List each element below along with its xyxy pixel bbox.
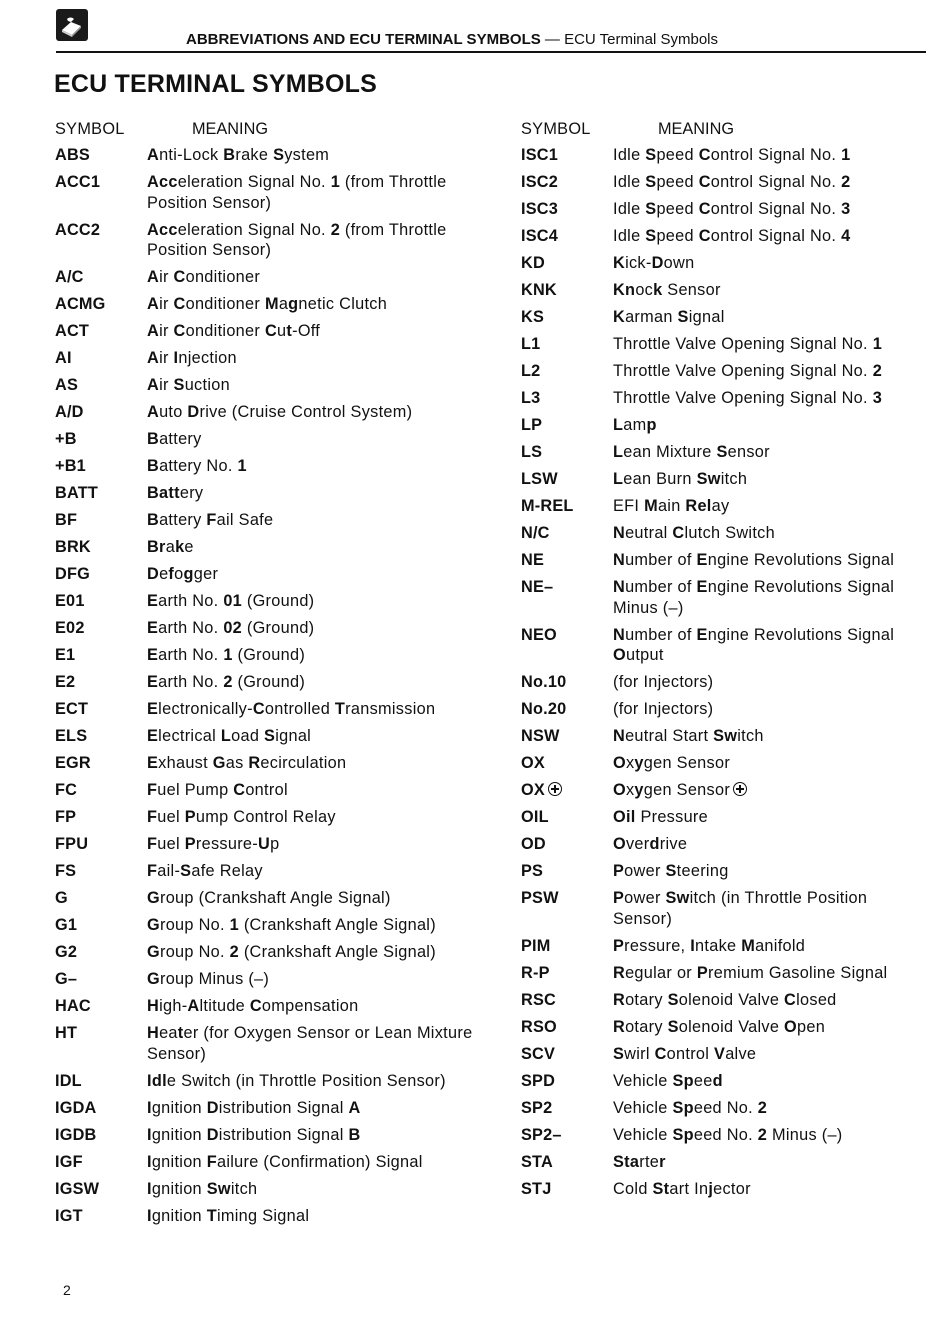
symbol-entry xyxy=(55,537,475,564)
symbol-code: KS xyxy=(521,308,545,326)
symbol-meaning: Ignition Distribution Signal A xyxy=(147,1098,361,1117)
symbol-meaning: Neutral Clutch Switch xyxy=(613,524,775,542)
left-column xyxy=(55,118,475,1233)
symbol-entry xyxy=(521,577,921,625)
symbol-entry xyxy=(521,1098,921,1125)
symbol-code: ACMG xyxy=(55,295,106,313)
symbol-code: EGR xyxy=(55,754,91,772)
symbol-meaning: Lean Mixture Sensor xyxy=(613,443,770,461)
symbol-entry xyxy=(55,1206,475,1233)
symbol-meaning: Ignition Failure (Confirmation) Signal xyxy=(147,1152,423,1171)
symbol-code: ISC3 xyxy=(521,200,558,218)
symbol-code: SP2– xyxy=(521,1125,562,1144)
right-column xyxy=(521,118,921,1206)
symbol-code: STJ xyxy=(521,1179,552,1198)
running-header xyxy=(186,31,718,48)
symbol-meaning: Rotary Solenoid Valve Closed xyxy=(613,990,837,1009)
symbol-code: ELS xyxy=(55,727,88,745)
symbol-entry xyxy=(521,1071,921,1098)
symbol-code: FC xyxy=(55,781,78,799)
symbol-entry xyxy=(55,915,475,942)
symbol-code: IDL xyxy=(55,1071,82,1090)
symbol-entry xyxy=(55,348,475,375)
symbol-code: KD xyxy=(521,254,545,272)
symbol-code: FS xyxy=(55,862,77,880)
symbol-code: G– xyxy=(55,970,78,988)
meaning-column-heading: MEANING xyxy=(658,120,734,138)
symbol-entry xyxy=(521,807,921,834)
circled-plus-icon xyxy=(733,782,747,796)
symbol-entry xyxy=(521,625,921,673)
symbol-meaning: Air Conditioner Cut-Off xyxy=(147,322,321,340)
symbol-entry xyxy=(521,888,921,936)
symbol-meaning: Earth No. 2 (Ground) xyxy=(147,673,306,691)
symbol-entry xyxy=(521,199,921,226)
symbol-entry xyxy=(521,699,921,726)
symbol-entry xyxy=(55,564,475,591)
symbol-code: AI xyxy=(55,349,72,367)
symbol-meaning: Air Injection xyxy=(147,349,237,367)
symbol-meaning: Ignition Switch xyxy=(147,1179,258,1198)
symbol-code: M-REL xyxy=(521,497,574,515)
circled-plus-icon xyxy=(548,782,562,796)
symbol-code: A/D xyxy=(55,403,84,421)
symbol-entry xyxy=(521,834,921,861)
symbol-meaning: Fail-Safe Relay xyxy=(147,862,263,880)
symbol-entry xyxy=(521,307,921,334)
symbol-entry xyxy=(521,753,921,780)
symbol-meaning: Battery No. 1 xyxy=(147,457,247,475)
symbol-meaning: EFI Main Relay xyxy=(613,497,730,515)
symbol-meaning: Cold Start Injector xyxy=(613,1179,751,1198)
symbol-entry xyxy=(521,936,921,963)
symbol-entry xyxy=(55,220,475,268)
symbol-code: ACC2 xyxy=(55,220,101,239)
symbol-meaning: Earth No. 1 (Ground) xyxy=(147,646,306,664)
symbol-code: NEO xyxy=(521,625,557,644)
symbol-entry xyxy=(55,1125,475,1152)
symbol-column-heading: SYMBOL xyxy=(55,120,125,138)
symbol-meaning: Electronically-Controlled Transmission xyxy=(147,700,436,718)
symbol-code: FPU xyxy=(55,835,89,853)
symbol-meaning: Battery xyxy=(147,484,204,502)
symbol-entry xyxy=(55,1152,475,1179)
symbol-meaning: Ignition Timing Signal xyxy=(147,1206,310,1225)
symbol-code: +B xyxy=(55,430,77,448)
symbol-code: BF xyxy=(55,511,78,529)
symbol-code: BATT xyxy=(55,484,98,502)
left-column-header xyxy=(55,118,475,145)
page-title: ECU TERMINAL SYMBOLS xyxy=(54,70,377,98)
symbol-meaning: Electrical Load Signal xyxy=(147,727,312,745)
symbol-meaning: Idle Speed Control Signal No. 4 xyxy=(613,227,851,245)
symbol-meaning: Oxygen Sensor xyxy=(613,780,921,801)
symbol-entry xyxy=(55,618,475,645)
symbol-entry xyxy=(521,672,921,699)
symbol-entry xyxy=(521,496,921,523)
symbol-meaning: Number of Engine Revolutions Signal xyxy=(613,551,895,569)
symbol-entry xyxy=(521,1125,921,1152)
symbol-meaning: (for Injectors) xyxy=(613,673,714,691)
symbol-code: ISC1 xyxy=(521,146,558,164)
symbol-code: NSW xyxy=(521,727,560,745)
symbol-entry xyxy=(55,1098,475,1125)
symbol-code: RSO xyxy=(521,1017,557,1036)
symbol-code: SCV xyxy=(521,1044,556,1063)
symbol-meaning: Idle Speed Control Signal No. 1 xyxy=(613,146,851,164)
symbol-meaning: Anti-Lock Brake System xyxy=(147,146,330,164)
symbol-entry xyxy=(521,442,921,469)
symbol-meaning: Throttle Valve Opening Signal No. 1 xyxy=(613,335,883,353)
symbol-meaning: Air Conditioner xyxy=(147,268,261,286)
symbol-entry xyxy=(55,483,475,510)
symbol-entry xyxy=(521,1179,921,1206)
symbol-code: ECT xyxy=(55,700,89,718)
symbol-meaning: Idle Speed Control Signal No. 3 xyxy=(613,200,851,218)
symbol-meaning: Brake xyxy=(147,538,194,556)
symbol-code: L3 xyxy=(521,389,541,407)
symbol-code: NE– xyxy=(521,578,554,596)
symbol-entry xyxy=(55,375,475,402)
symbol-meaning: Earth No. 01 (Ground) xyxy=(147,592,315,610)
symbol-entry xyxy=(521,523,921,550)
symbol-entry xyxy=(55,969,475,996)
symbol-code: G xyxy=(55,889,68,907)
symbol-code: L1 xyxy=(521,335,541,353)
symbol-code: AS xyxy=(55,376,79,394)
symbol-entry xyxy=(55,753,475,780)
symbol-entry xyxy=(55,942,475,969)
symbol-entry xyxy=(521,253,921,280)
symbol-meaning: Overdrive xyxy=(613,835,688,853)
symbol-code: IGSW xyxy=(55,1179,100,1198)
symbol-code: LP xyxy=(521,416,543,434)
symbol-meaning: Vehicle Speed xyxy=(613,1071,723,1090)
header-separator: — xyxy=(540,31,565,48)
symbol-entry xyxy=(521,990,921,1017)
right-column-header xyxy=(521,118,921,145)
symbol-meaning: Number of Engine Revolutions Signal Minus (–) xyxy=(613,578,895,617)
header-divider xyxy=(56,51,926,53)
symbol-entry xyxy=(521,861,921,888)
symbol-meaning: Idle Speed Control Signal No. 2 xyxy=(613,173,851,191)
symbol-entry xyxy=(55,807,475,834)
symbol-code: ABS xyxy=(55,146,90,164)
header-section: ABBREVIATIONS AND ECU TERMINAL SYMBOLS xyxy=(186,31,541,48)
symbol-code: OX xyxy=(521,754,545,772)
symbol-entry xyxy=(55,672,475,699)
symbol-code: ISC4 xyxy=(521,227,558,245)
symbol-meaning: Power Steering xyxy=(613,862,729,880)
symbol-code: ACC1 xyxy=(55,173,101,191)
symbol-entry xyxy=(521,280,921,307)
symbol-entry xyxy=(521,226,921,253)
symbol-entry xyxy=(521,361,921,388)
symbol-code: E01 xyxy=(55,592,85,610)
symbol-code: No.10 xyxy=(521,673,567,691)
symbol-code: OD xyxy=(521,835,546,853)
symbol-meaning: Oxygen Sensor xyxy=(613,754,731,772)
symbol-entry xyxy=(55,1071,475,1098)
symbol-code: E2 xyxy=(55,673,76,691)
symbol-meaning: Throttle Valve Opening Signal No. 2 xyxy=(613,362,883,380)
symbol-code: A/C xyxy=(55,268,84,286)
symbol-code: ISC2 xyxy=(521,173,558,191)
symbol-code: IGT xyxy=(55,1206,83,1225)
left-symbol-list xyxy=(55,145,475,1233)
symbol-meaning: Throttle Valve Opening Signal No. 3 xyxy=(613,389,883,407)
symbol-column-heading: SYMBOL xyxy=(521,120,591,138)
symbol-entry xyxy=(55,834,475,861)
symbol-entry xyxy=(55,172,475,220)
symbol-entry xyxy=(521,550,921,577)
symbol-entry xyxy=(521,415,921,442)
symbol-meaning: Vehicle Speed No. 2 Minus (–) xyxy=(613,1125,843,1144)
symbol-code: STA xyxy=(521,1152,553,1171)
symbol-meaning: Group No. 1 (Crankshaft Angle Signal) xyxy=(147,916,436,934)
symbol-code: R-P xyxy=(521,963,550,982)
symbol-meaning: Regular or Premium Gasoline Signal xyxy=(613,963,888,982)
symbol-meaning: Pressure, Intake Manifold xyxy=(613,936,806,955)
right-symbol-list xyxy=(521,145,921,1206)
symbol-code: RSC xyxy=(521,990,556,1009)
symbol-entry xyxy=(521,334,921,361)
symbol-code: G1 xyxy=(55,916,78,934)
symbol-meaning: High-Altitude Compensation xyxy=(147,997,359,1015)
symbol-meaning: Group No. 2 (Crankshaft Angle Signal) xyxy=(147,943,436,961)
symbol-code: PSW xyxy=(521,889,559,907)
symbol-meaning: Idle Switch (in Throttle Position Sensor) xyxy=(147,1071,446,1090)
symbol-code: No.20 xyxy=(521,700,567,718)
symbol-meaning: Lamp xyxy=(613,416,657,434)
symbol-entry xyxy=(521,963,921,990)
symbol-meaning: Fuel Pressure-Up xyxy=(147,835,280,853)
symbol-entry xyxy=(521,469,921,496)
symbol-entry xyxy=(55,294,475,321)
symbol-entry xyxy=(521,172,921,199)
symbol-entry xyxy=(55,267,475,294)
symbol-code: G2 xyxy=(55,943,78,961)
symbol-entry xyxy=(55,456,475,483)
symbol-entry xyxy=(521,780,921,807)
symbol-meaning: Starter xyxy=(613,1152,666,1171)
symbol-meaning: Fuel Pump Control Relay xyxy=(147,808,336,826)
symbol-meaning: Ignition Distribution Signal B xyxy=(147,1125,361,1144)
symbol-entry xyxy=(55,645,475,672)
symbol-meaning: Fuel Pump Control xyxy=(147,781,288,799)
symbol-code: N/C xyxy=(521,524,550,542)
symbol-code: +B1 xyxy=(55,457,86,475)
symbol-meaning: Rotary Solenoid Valve Open xyxy=(613,1017,826,1036)
symbol-code: HT xyxy=(55,1024,78,1042)
symbol-entry xyxy=(55,726,475,753)
symbol-meaning: Karman Signal xyxy=(613,308,725,326)
symbol-entry xyxy=(521,1017,921,1044)
symbol-entry xyxy=(55,145,475,172)
symbol-entry xyxy=(55,780,475,807)
symbol-code: HAC xyxy=(55,997,91,1015)
symbol-code: SP2 xyxy=(521,1098,553,1117)
symbol-meaning: Air Suction xyxy=(147,376,230,394)
symbol-code: KNK xyxy=(521,281,557,299)
symbol-code: PIM xyxy=(521,936,551,955)
symbol-meaning: Group Minus (–) xyxy=(147,970,270,988)
meaning-column-heading: MEANING xyxy=(192,120,268,138)
symbol-meaning: Neutral Start Switch xyxy=(613,727,764,745)
symbol-code: DFG xyxy=(55,565,90,583)
book-icon xyxy=(56,9,88,41)
symbol-meaning: Kick-Down xyxy=(613,254,695,272)
symbol-entry xyxy=(55,510,475,537)
symbol-code: SPD xyxy=(521,1071,556,1090)
symbol-meaning: Power Switch (in Throttle Position Sensor) xyxy=(613,889,868,928)
symbol-entry xyxy=(521,726,921,753)
symbol-entry xyxy=(521,1152,921,1179)
symbol-code: PS xyxy=(521,862,544,880)
symbol-entry xyxy=(521,145,921,172)
symbol-entry xyxy=(55,402,475,429)
symbol-entry xyxy=(55,429,475,456)
symbol-entry xyxy=(55,1179,475,1206)
symbol-code: OX xyxy=(521,780,613,801)
symbol-meaning: Vehicle Speed No. 2 xyxy=(613,1098,768,1117)
symbol-meaning: Knock Sensor xyxy=(613,281,721,299)
symbol-code: FP xyxy=(55,808,77,826)
symbol-meaning: Number of Engine Revolutions Signal Output xyxy=(613,625,895,664)
symbol-code: OIL xyxy=(521,808,549,826)
symbol-meaning: Heater (for Oxygen Sensor or Lean Mixture Sensor) xyxy=(147,1024,473,1063)
symbol-entry xyxy=(55,861,475,888)
symbol-code: E1 xyxy=(55,646,76,664)
symbol-code: LS xyxy=(521,443,543,461)
symbol-code: LSW xyxy=(521,470,558,488)
symbol-code: NE xyxy=(521,551,545,569)
symbol-entry xyxy=(55,699,475,726)
symbol-meaning: (for Injectors) xyxy=(613,700,714,718)
symbol-meaning: Battery Fail Safe xyxy=(147,511,274,529)
header-subsection: ECU Terminal Symbols xyxy=(564,31,719,48)
symbol-meaning: Defogger xyxy=(147,565,219,583)
symbol-meaning: Exhaust Gas Recirculation xyxy=(147,754,347,772)
symbol-code: L2 xyxy=(521,362,541,380)
symbol-meaning: Acceleration Signal No. 1 (from Throttle Position Sensor) xyxy=(147,173,447,212)
symbol-meaning: Auto Drive (Cruise Control System) xyxy=(147,403,413,421)
symbol-entry xyxy=(521,388,921,415)
symbol-entry xyxy=(55,996,475,1023)
symbol-entry xyxy=(55,321,475,348)
symbol-entry xyxy=(55,1023,475,1071)
symbol-code: IGDA xyxy=(55,1098,97,1117)
symbol-entry xyxy=(55,591,475,618)
symbol-meaning: Oil Pressure xyxy=(613,808,708,826)
symbol-code: ACT xyxy=(55,322,90,340)
symbol-code: IGF xyxy=(55,1152,83,1171)
symbol-entry xyxy=(55,888,475,915)
symbol-code: BRK xyxy=(55,538,91,556)
symbol-code: IGDB xyxy=(55,1125,97,1144)
symbol-meaning: Group (Crankshaft Angle Signal) xyxy=(147,889,391,907)
symbol-meaning: Lean Burn Switch xyxy=(613,470,748,488)
symbol-entry xyxy=(521,1044,921,1071)
symbol-code: E02 xyxy=(55,619,85,637)
symbol-meaning: Air Conditioner Magnetic Clutch xyxy=(147,295,388,313)
page-number: 2 xyxy=(63,1282,71,1298)
symbol-meaning: Earth No. 02 (Ground) xyxy=(147,619,315,637)
symbol-meaning: Acceleration Signal No. 2 (from Throttle Position Sensor) xyxy=(147,220,447,259)
symbol-meaning: Battery xyxy=(147,430,202,448)
symbol-meaning: Swirl Control Valve xyxy=(613,1044,757,1063)
